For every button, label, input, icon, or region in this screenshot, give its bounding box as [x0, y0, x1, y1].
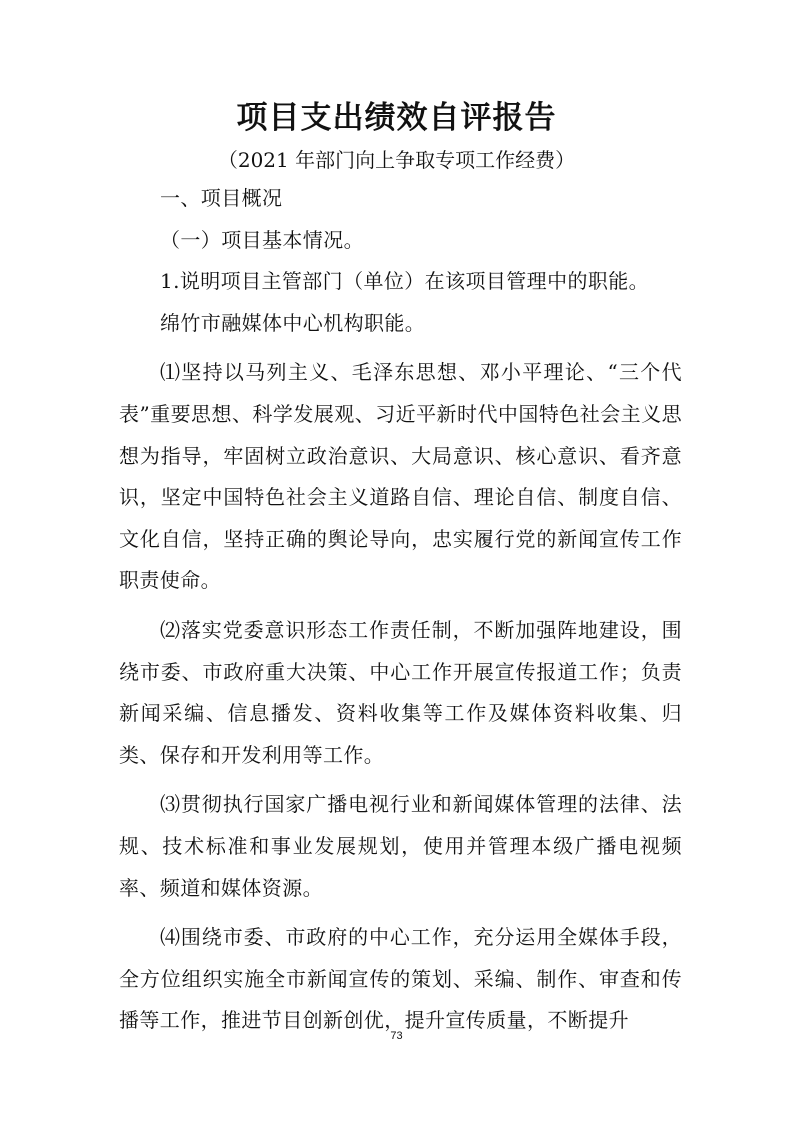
report-title: 项目支出绩效自评报告 [236, 100, 557, 136]
document-body [119, 178, 682, 1042]
section-heading: 一、项目概况 [160, 186, 283, 210]
paragraph: ⑶贯彻执行国家广播电视行业和新闻媒体管理的法律、法规、技术标准和事业发展规划，使用并管理本级广播电视频率、频道和媒体资源。 [119, 792, 682, 900]
page-number: 73 [390, 1030, 403, 1042]
paragraph: 绵竹市融媒体中心机构职能。 [160, 310, 426, 335]
paragraph: ⑵落实党委意识形态工作责任制，不断加强阵地建设，围绕市委、市政府重大决策、中心工作开展宣传报道工作；负责新闻采编、信息播发、资料收集等工作及媒体资料收集、归类、保存和开发利用等工作。 [119, 617, 682, 767]
paragraph: ⑴坚持以马列主义、毛泽东思想、邓小平理论、“三个代表”重要思想、科学发展观、习近平新时代中国特色社会主义思想为指导，牢固树立政治意识、大局意识、核心意识、看齐意识，坚定中国特色社会主义道路自信、理论自信、制度自信、文化自信，坚持正确的舆论导向，忠实履行党的新闻宣传工作职责使命。 [119, 360, 682, 593]
report-subtitle: （2021 年部门向上争取专项工作经费） [217, 148, 576, 172]
item-heading: 1.说明项目主管部门（单位）在该项目管理中的职能。 [160, 269, 650, 294]
subsection-heading: （一）项目基本情况。 [160, 227, 364, 252]
paragraph: ⑷围绕市委、市政府的中心工作，充分运用全媒体手段，全方位组织实施全市新闻宣传的策划、采编、制作、审查和传播等工作，推进节目创新创优，提升宣传质量，不断提升 [119, 925, 682, 1033]
